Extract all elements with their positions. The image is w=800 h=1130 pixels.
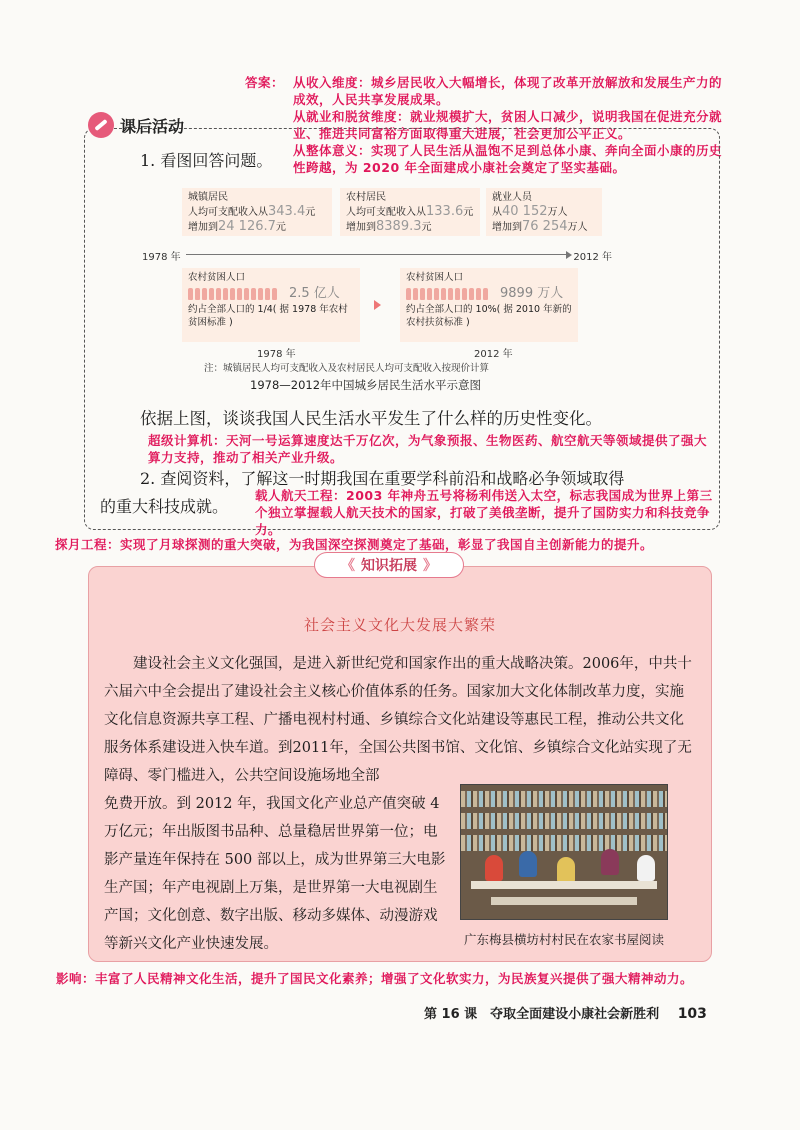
section-title: 课后活动 xyxy=(120,116,185,136)
chevrons-left-icon: 《 xyxy=(341,558,355,574)
card-name: 农村居民 xyxy=(346,192,386,203)
stat-card-employment xyxy=(486,188,602,236)
chart-caption: 1978—2012年中国城乡居民生活水平示意图 xyxy=(250,378,482,392)
year-label: 2012 年 xyxy=(474,349,513,360)
page-number: 103 xyxy=(677,1006,707,1022)
poverty-desc: 约占全部人口的 10%( 据 2010 年新的农村扶贫标准 ) xyxy=(406,304,572,328)
card-name: 农村贫困人口 xyxy=(406,272,464,283)
card-unit: 元 xyxy=(275,222,286,233)
card-unit: 元 xyxy=(463,207,474,218)
card-value: 343.4 xyxy=(268,204,306,219)
poverty-desc: 约占全部人口的 1/4( 据 1978 年农村贫困标准 ) xyxy=(188,304,348,328)
knowledge-body-continued: 免费开放。到 2012 年，我国文化产业总产值突破 4 万亿元；年出版图书品种、总量稳居世界第一位；电影产量连年保持在 500 部以上，成为世界第三大电影生产国；年产电视剧上万集，是世界第一大电视剧生产国；文化创意、数字出版、移动多媒体、动漫游戏等新兴文化产业快速发展。 xyxy=(104,796,446,952)
timeline-end: 2012 年 xyxy=(573,252,612,263)
card-text: 人均可支配收入从 xyxy=(346,207,426,218)
timeline-arrow xyxy=(186,254,566,255)
card-value: 40 152 xyxy=(502,204,548,219)
card-text: 增加到 xyxy=(188,222,218,233)
poverty-value: 2.5 亿人 xyxy=(289,286,340,301)
timeline-start: 1978 年 xyxy=(142,252,181,263)
knowledge-title: 社会主义文化大发展大繁荣 xyxy=(303,616,496,634)
photo-caption: 广东梅县横坊村村民在农家书屋阅读 xyxy=(464,932,665,947)
note-lunar-exploration: 探月工程：实现了月球探测的重大突破，为我国深空探测奠定了基础，彰显了我国自主创新能力的提升。 xyxy=(55,537,654,552)
chevrons-right-icon: 》 xyxy=(423,558,437,574)
living-standard-infographic xyxy=(142,180,612,370)
question-2: 2. 查阅资料，了解这一时期我国在重要学科前沿和战略必争领域取得 xyxy=(140,469,625,488)
note-manned-space: 载人航天工程：2003 年神舟五号将杨利伟送入太空，标志我国成为世界上第三个独立掌握载人航天技术的国家，打破了美俄垄断，提升了国防实力和科技竞争力。 xyxy=(255,488,713,537)
answer-line: 从就业和脱贫维度：就业规模扩大，贫困人口减少，说明我国在促进充分就 xyxy=(293,109,723,124)
timeline xyxy=(142,248,612,262)
question-2-continued: 的重大科技成就。 xyxy=(100,497,229,516)
lesson-title: 第 16 课 夺取全面建设小康社会新胜利 xyxy=(424,1007,660,1022)
knowledge-body: 建设社会主义文化强国，是进入新世纪党和国家作出的重大战略决策。2006年，中共十六届六中全会提出了建设社会主义核心价值体系的任务。国家加大文化体制改革力度，实施文化信息资源共享工程、广播电视村村通、乡镇综合文化站建设等惠民工程，推动公共文化服务体系建设进入快车道。到2011年，全国公共图书馆、文化馆、乡镇综合文化站实现了无障碍、零门槛进入，公共空间设施场地全部 xyxy=(104,656,692,784)
answer-line: 业、推进共同富裕方面取得重大进展，社会更加公平正义。 xyxy=(293,126,632,141)
answer-line: 成效，人民共享发展成果。 xyxy=(293,92,450,107)
card-value: 76 254 xyxy=(522,219,568,234)
card-unit: 元 xyxy=(421,222,432,233)
card-value: 24 126.7 xyxy=(218,219,276,234)
year-label: 1978 年 xyxy=(257,349,296,360)
question-1: 1. 看图回答问题。 xyxy=(140,151,273,170)
card-name: 农村贫困人口 xyxy=(188,272,246,283)
card-unit: 万人 xyxy=(547,207,568,218)
answer-line: 从整体意义：实现了人民生活从温饱不足到总体小康、奔向全面小康的历史 xyxy=(293,143,723,158)
stat-card-urban xyxy=(182,188,332,236)
question-1-prompt: 依据上图，谈谈我国人民生活水平发生了什么样的历史性变化。 xyxy=(140,409,602,428)
poverty-card-2012 xyxy=(400,268,578,342)
note-impact: 影响：丰富了人民精神文化生活，提升了国民文化素养；增强了文化软实力，为民族复兴提供了强大精神动力。 xyxy=(56,971,694,986)
people-icons xyxy=(188,287,354,300)
people-icons xyxy=(406,287,572,300)
poverty-value: 9899 万人 xyxy=(500,286,564,301)
card-text: 增加到 xyxy=(492,222,522,233)
stat-card-rural xyxy=(340,188,480,236)
card-value: 8389.3 xyxy=(376,219,422,234)
answer-line: 从收入维度：城乡居民收入大幅增长，体现了改革开放解放和发展生产力的 xyxy=(293,75,723,90)
card-text: 从 xyxy=(492,207,502,218)
answer-label: 答案： xyxy=(245,75,285,90)
section-header xyxy=(88,112,184,138)
reading-room-photo xyxy=(460,784,668,920)
card-unit: 元 xyxy=(305,207,316,218)
page-footer xyxy=(424,1003,707,1022)
pencil-icon xyxy=(88,112,114,138)
arrow-right-icon xyxy=(374,300,381,310)
card-value: 133.6 xyxy=(426,204,464,219)
card-text: 增加到 xyxy=(346,222,376,233)
card-text: 人均可支配收入从 xyxy=(188,207,268,218)
card-name: 城镇居民 xyxy=(188,192,228,203)
knowledge-badge xyxy=(314,552,464,578)
chart-note: 注：城镇居民人均可支配收入及农村居民人均可支配收入按现价计算 xyxy=(204,363,490,374)
card-unit: 万人 xyxy=(567,222,588,233)
card-name: 就业人员 xyxy=(492,192,532,203)
answer-line: 性跨越，为 2020 年全面建成小康社会奠定了坚实基础。 xyxy=(293,160,626,175)
note-supercomputer: 超级计算机：天河一号运算速度达千万亿次，为气象预报、生物医药、航空航天等领域提供了强大算力支持，推动了相关产业升级。 xyxy=(148,433,708,465)
poverty-card-1978 xyxy=(182,268,360,342)
knowledge-badge-label: 知识拓展 xyxy=(361,558,417,574)
